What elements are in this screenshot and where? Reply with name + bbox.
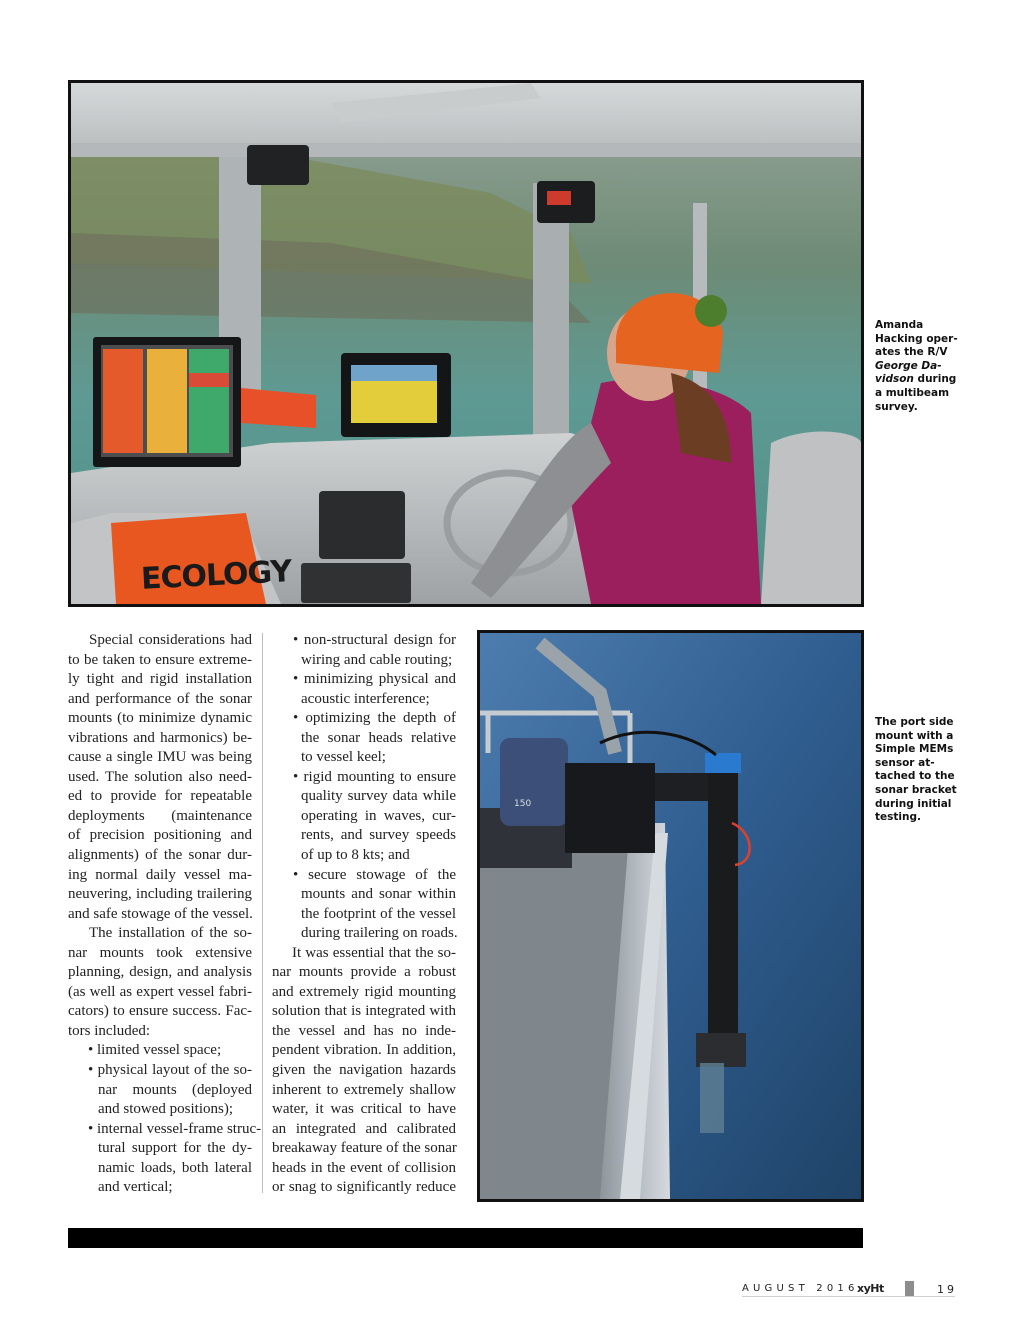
text-line: and performance of the sonar bbox=[68, 690, 252, 707]
text-line: ing normal daily vessel ma- bbox=[68, 866, 252, 883]
text-line: used. The solution also need- bbox=[68, 768, 252, 785]
text-line: breakaway feature of the sonar bbox=[272, 1140, 457, 1157]
text-line: of precision positioning and bbox=[68, 827, 252, 844]
text-line: mounts and sonar within bbox=[301, 886, 456, 903]
text-line: nar mounts took extensive bbox=[68, 944, 252, 961]
bullet-item: • non-structural design for bbox=[293, 632, 456, 648]
text-line: an integrated and calibrated bbox=[272, 1120, 456, 1137]
footer-bar bbox=[68, 1228, 863, 1248]
bullet-item: • minimizing physical and bbox=[293, 671, 456, 688]
text-line: inherent to extremely shallow bbox=[272, 1081, 456, 1098]
text-line: and extremely rigid mounting bbox=[272, 983, 456, 1000]
column-divider bbox=[262, 633, 263, 1193]
text-line: It was essential that the so- bbox=[292, 944, 456, 961]
text-line: or snag to significantly reduce bbox=[272, 1179, 456, 1196]
text-line: pendent vibration. In addition, bbox=[272, 1042, 456, 1059]
sonar-mount-photo bbox=[477, 630, 864, 1202]
text-line: namic loads, both lateral bbox=[98, 1159, 252, 1176]
bullet-item: • rigid mounting to ensure bbox=[293, 768, 456, 785]
folio-block bbox=[905, 1281, 914, 1296]
caption-top-vessel: George Da-vidson bbox=[875, 359, 942, 386]
text-line: the footprint of the vessel bbox=[301, 905, 456, 922]
text-line: tors included: bbox=[68, 1022, 151, 1039]
vest-label: ECOLOGY bbox=[140, 554, 293, 597]
text-line: neuvering, including trailering bbox=[68, 886, 252, 903]
text-line: wiring and cable routing; bbox=[301, 651, 453, 668]
text-line: alignments) of the sonar dur- bbox=[68, 847, 252, 864]
text-line: operating in waves, cur- bbox=[301, 807, 456, 824]
text-line: The installation of the so- bbox=[89, 925, 252, 942]
text-line: nar mounts (deployed bbox=[98, 1081, 252, 1098]
text-line: during trailering on roads. bbox=[301, 925, 458, 942]
text-column-1 bbox=[68, 631, 262, 1198]
text-line: rents, and survey speeds bbox=[301, 827, 456, 844]
caption-side: The port side mount with a Simple MEMs sensor at-tached to the sonar bracket during initial testing. bbox=[875, 716, 957, 824]
magazine-logo: xyHt bbox=[857, 1282, 884, 1295]
caption-top-before: Amanda Hacking oper-ates the R/V bbox=[875, 319, 958, 359]
text-line: ly tight and rigid installation bbox=[68, 671, 252, 688]
text-line: solution that is integrated with bbox=[272, 1003, 456, 1020]
bullet-item: • optimizing the depth of bbox=[293, 710, 456, 727]
issue-date: AUGUST 2016 bbox=[742, 1283, 859, 1294]
text-line: (as well as expert vessel fabri- bbox=[68, 983, 252, 1000]
text-line: given the navigation hazards bbox=[272, 1062, 456, 1079]
page-number: 19 bbox=[937, 1283, 957, 1296]
text-line: Special considerations had bbox=[89, 632, 252, 648]
text-line: to vessel keel; bbox=[301, 749, 386, 766]
text-column-2 bbox=[272, 631, 456, 1198]
text-line: the sonar heads relative bbox=[301, 729, 456, 746]
text-line: and vertical; bbox=[98, 1179, 173, 1196]
bullet-item: • physical layout of the so- bbox=[88, 1062, 252, 1079]
text-line: and stowed positions); bbox=[98, 1101, 233, 1118]
text-line: tural support for the dy- bbox=[98, 1140, 252, 1157]
text-line: nar mounts provide a robust bbox=[272, 964, 456, 981]
outboard-label: 150 bbox=[514, 799, 532, 809]
text-line: mounts (to minimize dynamic bbox=[68, 710, 252, 727]
text-line: acoustic interference; bbox=[301, 690, 430, 707]
text-line: quality survey data while bbox=[301, 788, 456, 805]
bullet-item: • limited vessel space; bbox=[88, 1042, 222, 1059]
text-line: planning, design, and analysis bbox=[68, 964, 252, 981]
text-line: deployments (maintenance bbox=[68, 807, 252, 824]
bullet-item: • secure stowage of the bbox=[293, 866, 456, 883]
text-line: to be taken to ensure extreme- bbox=[68, 651, 252, 668]
bullet-item: • internal vessel-frame struc- bbox=[88, 1120, 262, 1137]
text-line: cause a single IMU was being bbox=[68, 749, 252, 766]
caption-top bbox=[875, 319, 961, 414]
text-line: of up to 8 kts; and bbox=[301, 847, 410, 864]
text-line: the vessel and has no inde- bbox=[272, 1022, 456, 1039]
caption-top-after: during a multibeam survey. bbox=[875, 373, 957, 413]
text-line: vibrations and harmonics) be- bbox=[68, 729, 252, 746]
text-line: ed to provide for repeatable bbox=[68, 788, 252, 805]
wheelhouse-photo bbox=[68, 80, 864, 607]
text-line: and safe stowage of the vessel. bbox=[68, 905, 253, 922]
folio-rule bbox=[742, 1296, 955, 1297]
text-line: water, it was critical to have bbox=[272, 1101, 456, 1118]
text-line: heads in the event of collision bbox=[272, 1159, 456, 1176]
text-line: cators) to ensure success. Fac- bbox=[68, 1003, 252, 1020]
